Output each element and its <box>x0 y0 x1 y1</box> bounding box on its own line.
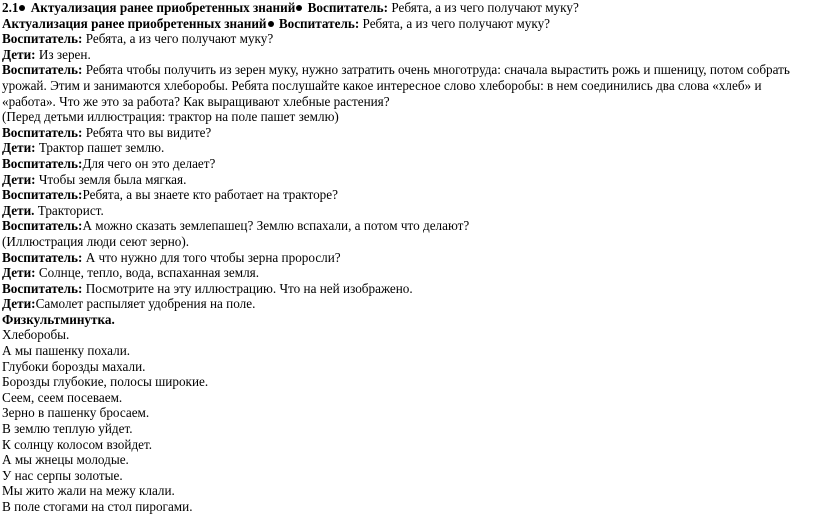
speaker-label: Воспитатель: <box>2 155 83 171</box>
speaker-label: Дети: <box>2 296 36 312</box>
dialogue-text: Трактор пашет землю. <box>35 140 165 156</box>
dialogue-line <box>2 296 814 312</box>
dialogue-text: Тракторист. <box>34 202 104 218</box>
speaker-label: Воспитатель: <box>2 31 83 47</box>
stage-direction <box>2 234 814 250</box>
bullet-icon <box>296 5 302 11</box>
poem-text: Борозды глубокие, полосы широкие. <box>2 374 209 390</box>
dialogue-line <box>2 281 814 297</box>
poem-line <box>2 437 814 453</box>
poem-text: В поле стогами на стол пирогами. <box>2 499 193 514</box>
subsection-heading <box>2 312 814 328</box>
speaker-label: Воспитатель: <box>2 249 83 265</box>
dialogue-text: Ребята чтобы получить из зерен муку, нужно затратить очень многотруда: сначала вырастить рожь и пшеницу, потом собрать урожай. Этим и занимаются хлеборобы. Ребята послушайте какое интересное слово хлеборобы: в нем соединились два слова «хлеб» и «работа». Что же это за работа? Как выращивают хлебные растения? <box>2 62 790 109</box>
dialogue-line <box>2 250 814 266</box>
speaker-label: Воспитатель: <box>307 0 389 15</box>
poem-text: У нас серпы золотые. <box>2 467 123 483</box>
dialogue-text: А можно сказать землепашец? Землю вспахали, а потом что делают? <box>82 218 470 234</box>
dialogue-text: Ребята, а из чего получают муку? <box>359 15 551 31</box>
poem-line <box>2 452 814 468</box>
poem-text: А мы жнецы молодые. <box>2 452 129 468</box>
poem-line <box>2 359 814 375</box>
dialogue-text: Ребята, а из чего получают муку? <box>82 31 274 47</box>
speaker-label: Воспитатель: <box>278 15 360 31</box>
dialogue-line <box>2 265 814 281</box>
section-number: 2.1 <box>2 0 19 15</box>
poem-text: Глубоки борозды махали. <box>2 358 146 374</box>
dialogue-line <box>2 187 814 203</box>
stage-direction-text: (Перед детьми иллюстрация: трактор на поле пашет землю) <box>2 109 339 125</box>
poem-line <box>2 374 814 390</box>
document-body <box>2 0 814 515</box>
poem-line <box>2 421 814 437</box>
poem-text: Мы жито жали на межу клали. <box>2 483 175 499</box>
dialogue-text: Ребята что вы видите? <box>82 124 212 140</box>
physical-break-heading: Физкультминутка. <box>2 311 115 327</box>
dialogue-text: А что нужно для того чтобы зерна проросли? <box>82 249 341 265</box>
speaker-label: Воспитатель: <box>2 124 83 140</box>
dialogue-paragraph <box>2 62 814 109</box>
poem-text: А мы пашенку похали. <box>2 343 131 359</box>
poem-text: Сеем, сеем посеваем. <box>2 389 123 405</box>
section-heading: Актуализация ранее приобретенных знаний <box>2 15 267 31</box>
dialogue-text: Ребята, а из чего получают муку? <box>388 0 579 15</box>
speaker-label: Воспитатель: <box>2 187 83 203</box>
speaker-label: Дети: <box>2 46 36 62</box>
dialogue-line <box>2 203 814 219</box>
poem-line <box>2 327 814 343</box>
poem-text: Зерно в пашенку бросаем. <box>2 405 150 421</box>
dialogue-text: Из зерен. <box>35 46 91 62</box>
speaker-label: Воспитатель: <box>2 218 83 234</box>
dialogue-text: Для чего он это делает? <box>82 155 216 171</box>
poem-line <box>2 390 814 406</box>
poem-line <box>2 483 814 499</box>
dialogue-line <box>2 156 814 172</box>
section-heading-line <box>2 16 814 32</box>
speaker-label: Дети. <box>2 202 35 218</box>
speaker-label: Дети: <box>2 171 36 187</box>
section-heading: Актуализация ранее приобретенных знаний <box>30 0 296 15</box>
dialogue-text: Солнце, тепло, вода, вспаханная земля. <box>35 265 260 281</box>
dialogue-text: Посмотрите на эту иллюстрацию. Что на ней изображено. <box>82 280 413 296</box>
bullet-icon <box>19 5 25 11</box>
dialogue-text: Чтобы земля была мягкая. <box>35 171 187 187</box>
dialogue-line <box>2 172 814 188</box>
speaker-label: Воспитатель: <box>2 280 83 296</box>
stage-direction-text: (Иллюстрация люди сеют зерно). <box>2 233 190 249</box>
section-heading-line <box>2 0 814 16</box>
poem-text: Хлеборобы. <box>2 327 70 343</box>
dialogue-line <box>2 125 814 141</box>
poem-line <box>2 468 814 484</box>
poem-line <box>2 343 814 359</box>
speaker-label: Воспитатель: <box>2 62 83 78</box>
poem-text: К солнцу колосом взойдет. <box>2 436 153 452</box>
dialogue-line <box>2 140 814 156</box>
dialogue-line <box>2 47 814 63</box>
bullet-icon <box>268 21 274 27</box>
speaker-label: Дети: <box>2 140 36 156</box>
dialogue-text: Самолет распыляет удобрения на поле. <box>35 296 256 312</box>
poem-line <box>2 405 814 421</box>
dialogue-line <box>2 31 814 47</box>
dialogue-line <box>2 218 814 234</box>
stage-direction <box>2 109 814 125</box>
speaker-label: Дети: <box>2 265 36 281</box>
poem-text: В землю теплую уйдет. <box>2 421 133 437</box>
dialogue-text: Ребята, а вы знаете кто работает на тракторе? <box>82 187 338 203</box>
poem-line <box>2 499 814 515</box>
